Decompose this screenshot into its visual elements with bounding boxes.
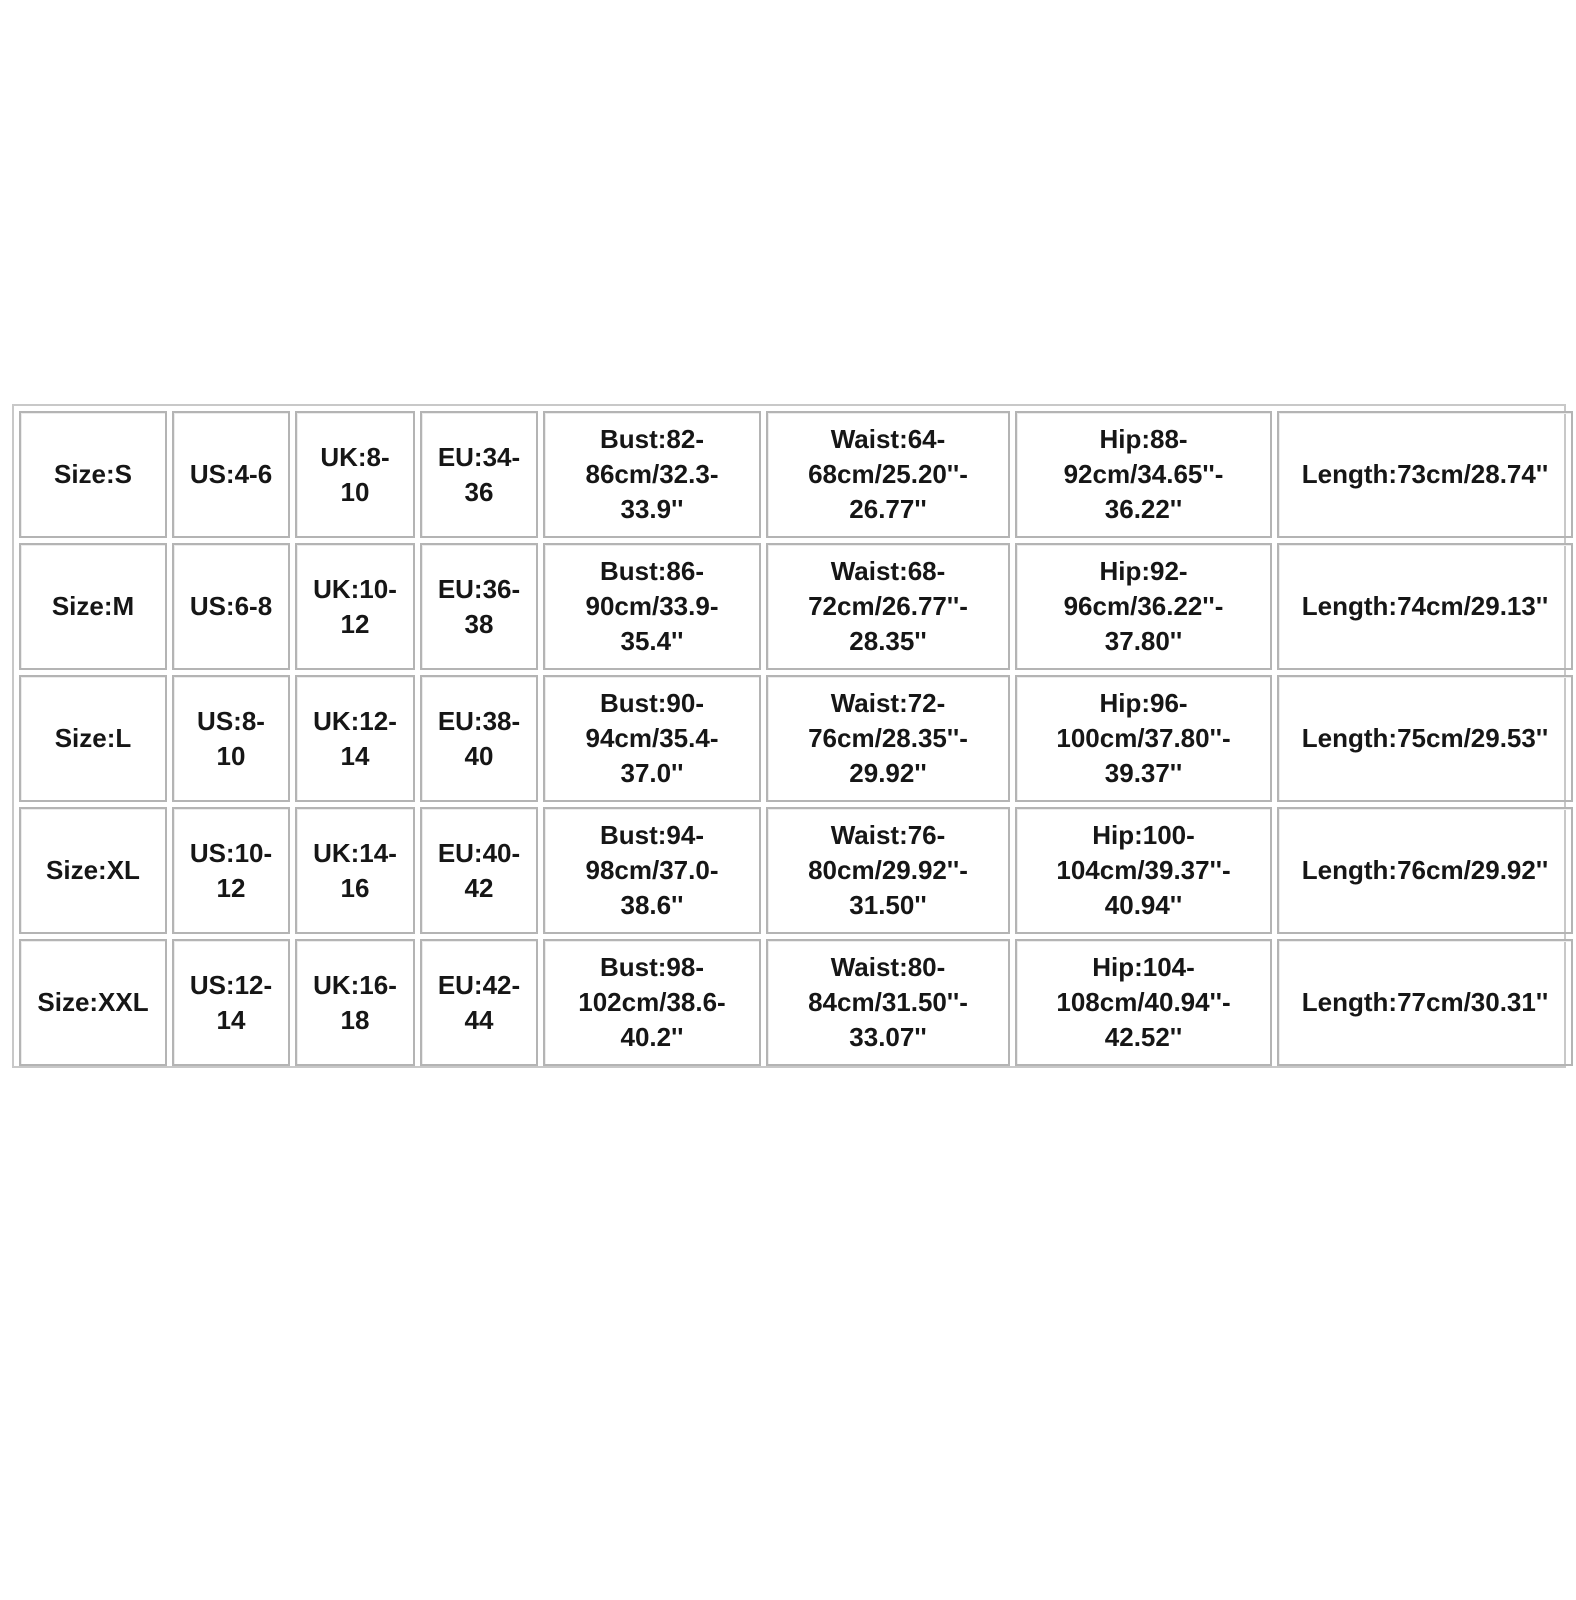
hip-cell: Hip:100- 104cm/39.37''- 40.94'': [1015, 807, 1272, 934]
us-size-cell: US:10- 12: [172, 807, 290, 934]
size-chart-table: [14, 406, 1576, 1071]
size-row-m: [19, 543, 1573, 670]
length-cell: Length:74cm/29.13'': [1277, 543, 1573, 670]
us-size-cell: US:12- 14: [172, 939, 290, 1066]
length-cell: Length:75cm/29.53'': [1277, 675, 1573, 802]
eu-size-cell: EU:36- 38: [420, 543, 538, 670]
eu-size-cell: EU:34- 36: [420, 411, 538, 538]
size-cell: Size:XXL: [19, 939, 167, 1066]
waist-cell: Waist:76- 80cm/29.92''- 31.50'': [766, 807, 1010, 934]
size-cell: Size:L: [19, 675, 167, 802]
eu-size-cell: EU:42- 44: [420, 939, 538, 1066]
size-row-xl: [19, 807, 1573, 934]
uk-size-cell: UK:12- 14: [295, 675, 415, 802]
length-cell: Length:77cm/30.31'': [1277, 939, 1573, 1066]
bust-cell: Bust:90- 94cm/35.4- 37.0'': [543, 675, 761, 802]
size-chart: [12, 404, 1566, 1068]
waist-cell: Waist:80- 84cm/31.50''- 33.07'': [766, 939, 1010, 1066]
waist-cell: Waist:68- 72cm/26.77''- 28.35'': [766, 543, 1010, 670]
length-cell: Length:76cm/29.92'': [1277, 807, 1573, 934]
uk-size-cell: UK:14- 16: [295, 807, 415, 934]
eu-size-cell: EU:38- 40: [420, 675, 538, 802]
size-row-l: [19, 675, 1573, 802]
uk-size-cell: UK:10- 12: [295, 543, 415, 670]
bust-cell: Bust:82- 86cm/32.3- 33.9'': [543, 411, 761, 538]
length-cell: Length:73cm/28.74'': [1277, 411, 1573, 538]
size-cell: Size:M: [19, 543, 167, 670]
us-size-cell: US:4-6: [172, 411, 290, 538]
size-row-s: [19, 411, 1573, 538]
us-size-cell: US:6-8: [172, 543, 290, 670]
hip-cell: Hip:104- 108cm/40.94''- 42.52'': [1015, 939, 1272, 1066]
bust-cell: Bust:86- 90cm/33.9- 35.4'': [543, 543, 761, 670]
hip-cell: Hip:96- 100cm/37.80''- 39.37'': [1015, 675, 1272, 802]
size-row-xxl: [19, 939, 1573, 1066]
bust-cell: Bust:98- 102cm/38.6- 40.2'': [543, 939, 761, 1066]
uk-size-cell: UK:8- 10: [295, 411, 415, 538]
hip-cell: Hip:92- 96cm/36.22''- 37.80'': [1015, 543, 1272, 670]
uk-size-cell: UK:16- 18: [295, 939, 415, 1066]
eu-size-cell: EU:40- 42: [420, 807, 538, 934]
us-size-cell: US:8- 10: [172, 675, 290, 802]
size-cell: Size:XL: [19, 807, 167, 934]
size-cell: Size:S: [19, 411, 167, 538]
bust-cell: Bust:94- 98cm/37.0- 38.6'': [543, 807, 761, 934]
waist-cell: Waist:64- 68cm/25.20''- 26.77'': [766, 411, 1010, 538]
waist-cell: Waist:72- 76cm/28.35''- 29.92'': [766, 675, 1010, 802]
hip-cell: Hip:88- 92cm/34.65''- 36.22'': [1015, 411, 1272, 538]
